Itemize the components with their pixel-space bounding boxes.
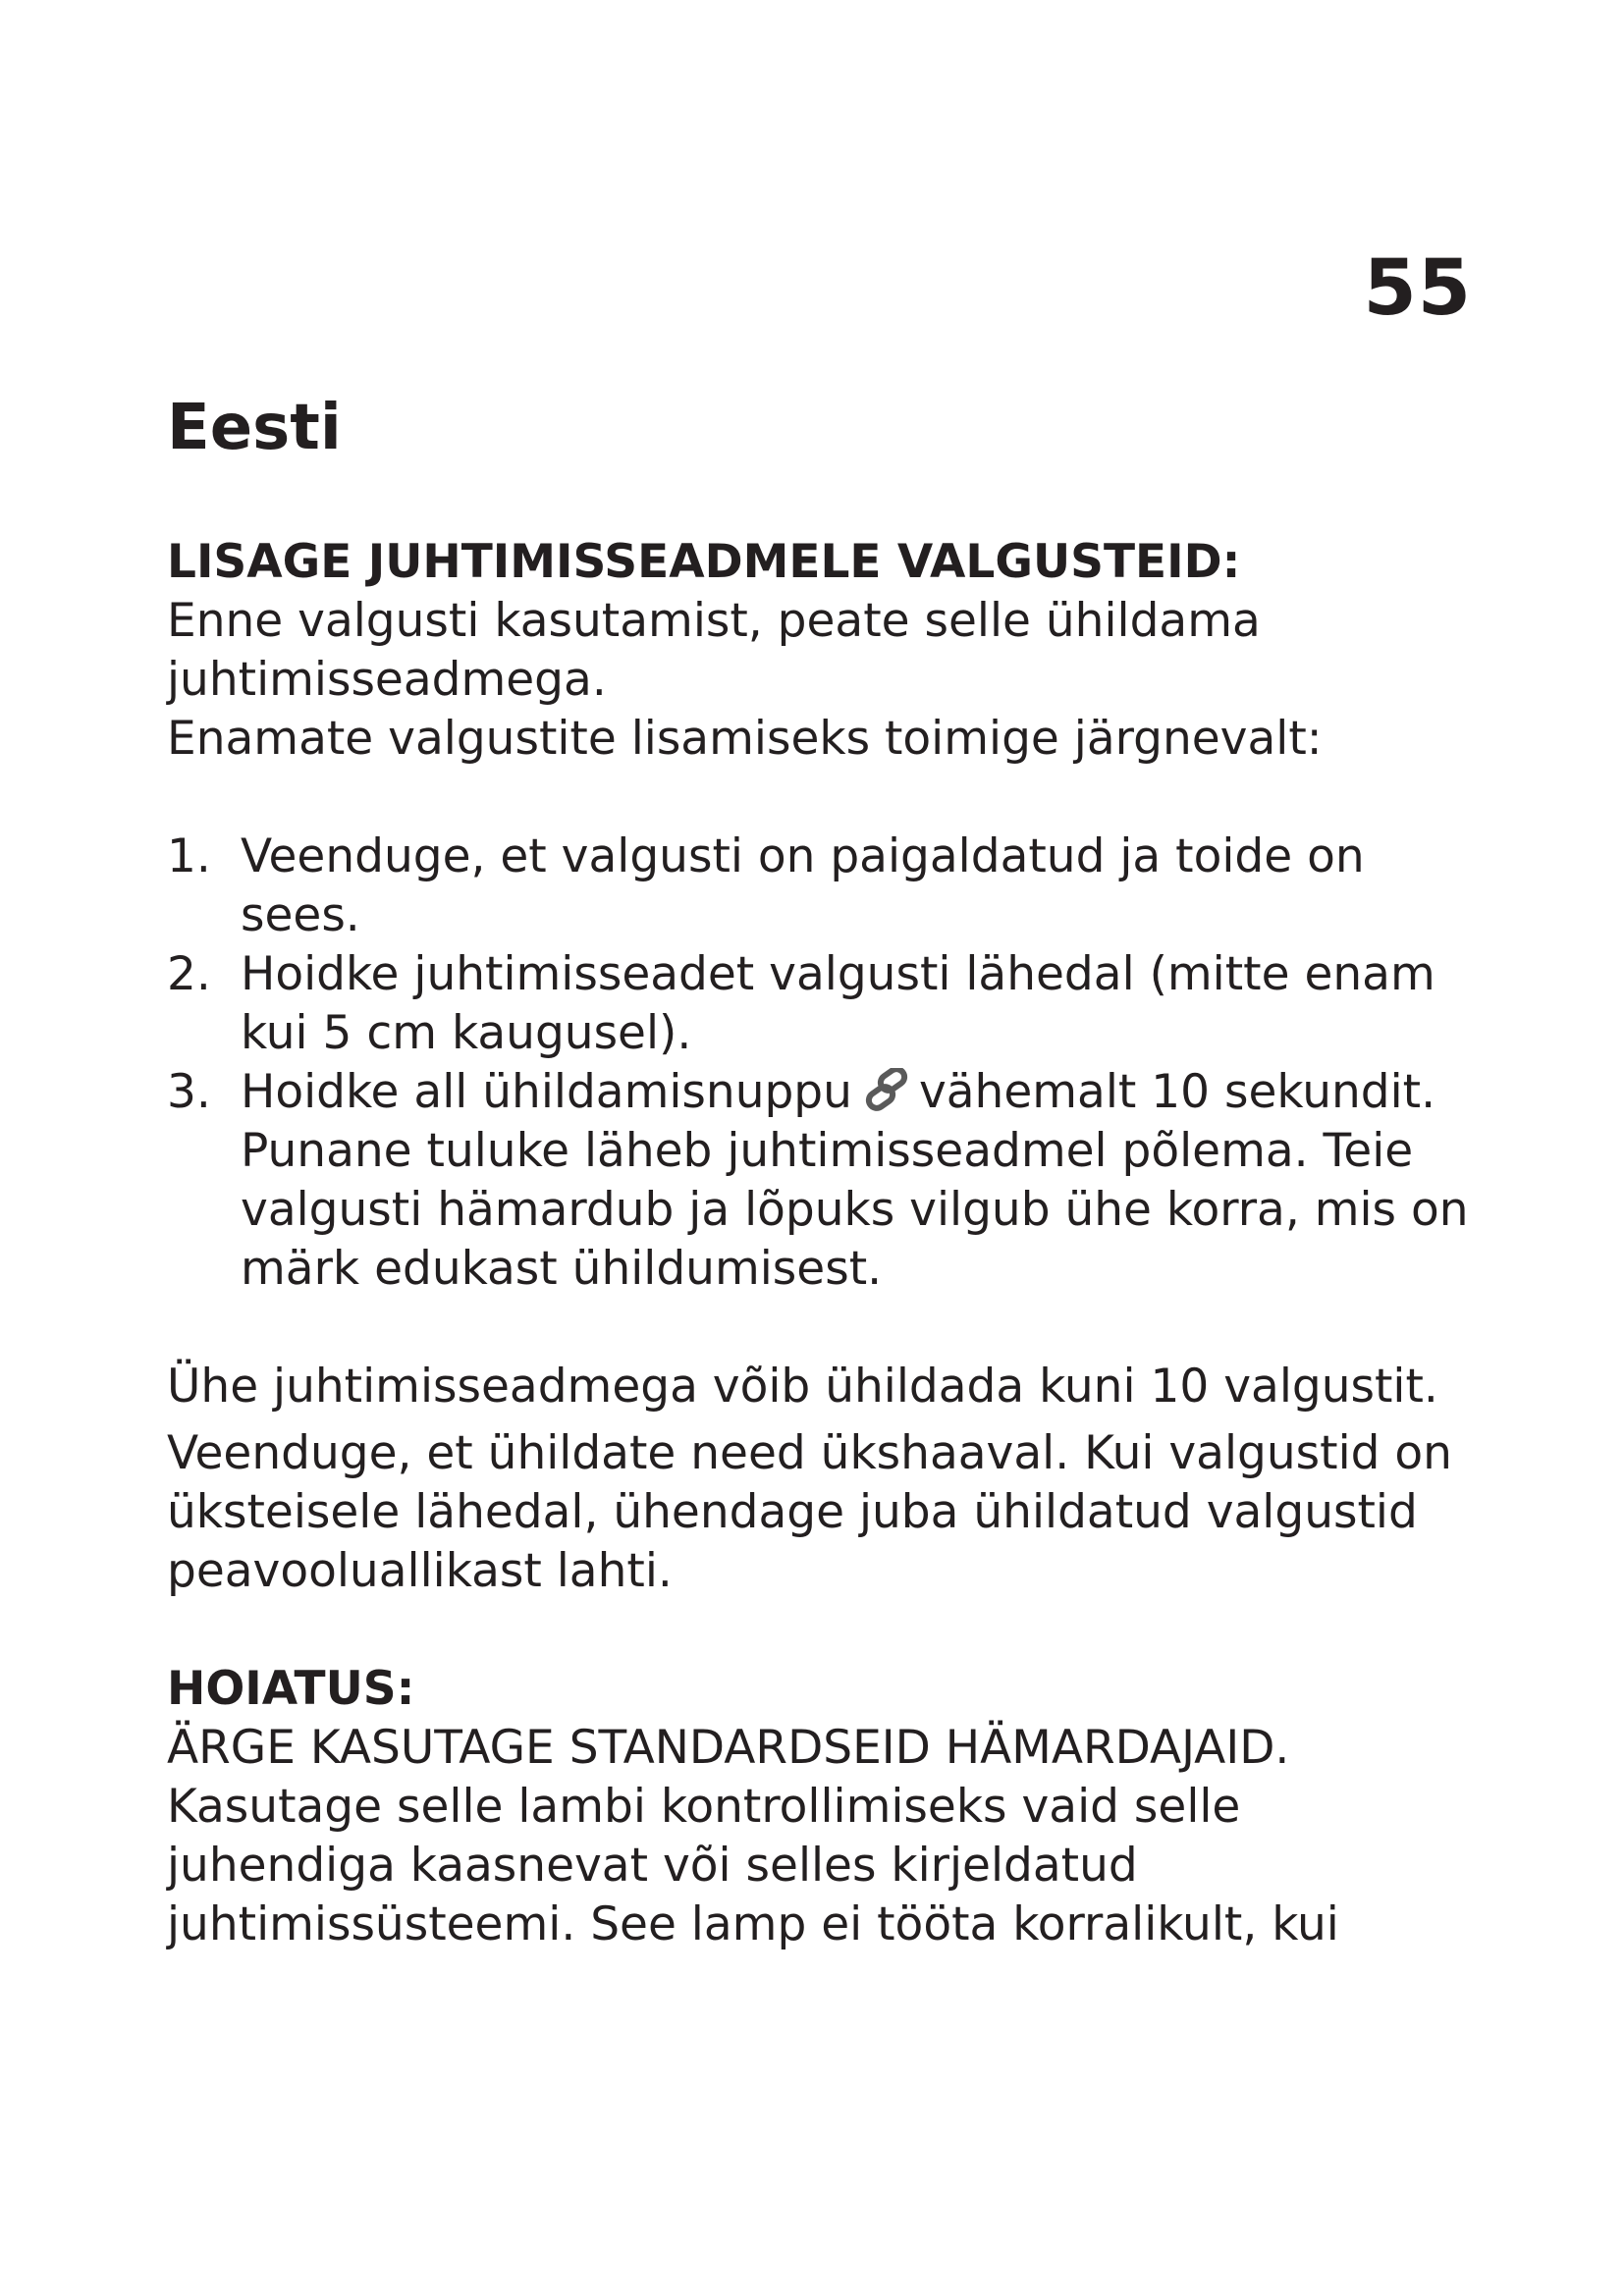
warning-line-1: ÄRGE KASUTAGE STANDARDSEID HÄMARDAJAID.	[167, 1720, 1290, 1775]
step-number: 2.	[167, 946, 211, 1001]
step-item-2	[167, 945, 1483, 1063]
step-item-3	[167, 1063, 1483, 1299]
section-add-lights	[167, 533, 1483, 1954]
step-text: Veenduge, et valgusti on paigaldatud ja toide on sees.	[241, 828, 1365, 942]
step-text-before-icon: Hoidke all ühildamisnuppu	[241, 1064, 852, 1119]
step-item-1	[167, 828, 1483, 945]
steps-list	[167, 828, 1483, 1299]
page-number: 55	[1363, 244, 1472, 333]
section-heading-warning: HOIATUS:	[167, 1661, 415, 1716]
step-text-after-icon: vähemalt 10 sekundit. Punane tuluke läheb juhtimisseadmel põlema. Teie valgusti hämardub ja lõpuks vilgub ühe korra, mis on märk edukast ühildumisest.	[241, 1064, 1469, 1296]
section-heading-add-lights: LISAGE JUHTIMISSEADMELE VALGUSTEID:	[167, 534, 1241, 589]
document-body	[167, 391, 1483, 1954]
pair-link-icon	[862, 1068, 915, 1113]
note-paragraph-1: Ühe juhtimisseadmega võib ühildada kuni 10 valgustit.	[167, 1359, 1438, 1414]
language-title: Eesti	[167, 392, 342, 464]
step-text: Hoidke juhtimisseadet valgusti lähedal (mitte enam kui 5 cm kaugusel).	[241, 946, 1435, 1060]
warning-body: Kasutage selle lambi kontrollimiseks vaid selle juhendiga kaasnevat või selles kirjeldatud juhtimissüsteemi. See lamp ei tööta korralikult, kui	[167, 1779, 1339, 1951]
intro-paragraph-2: Enamate valgustite lisamiseks toimige järgnevalt:	[167, 711, 1323, 766]
intro-paragraph-1: Enne valgusti kasutamist, peate selle ühildama juhtimisseadmega.	[167, 593, 1261, 707]
step-number: 3.	[167, 1064, 211, 1119]
step-number: 1.	[167, 828, 211, 883]
note-paragraph-2: Veenduge, et ühildate need ükshaaval. Kui valgustid on üksteisele lähedal, ühendage juba ühildatud valgustid peavooluallikast lahti.	[167, 1425, 1452, 1598]
